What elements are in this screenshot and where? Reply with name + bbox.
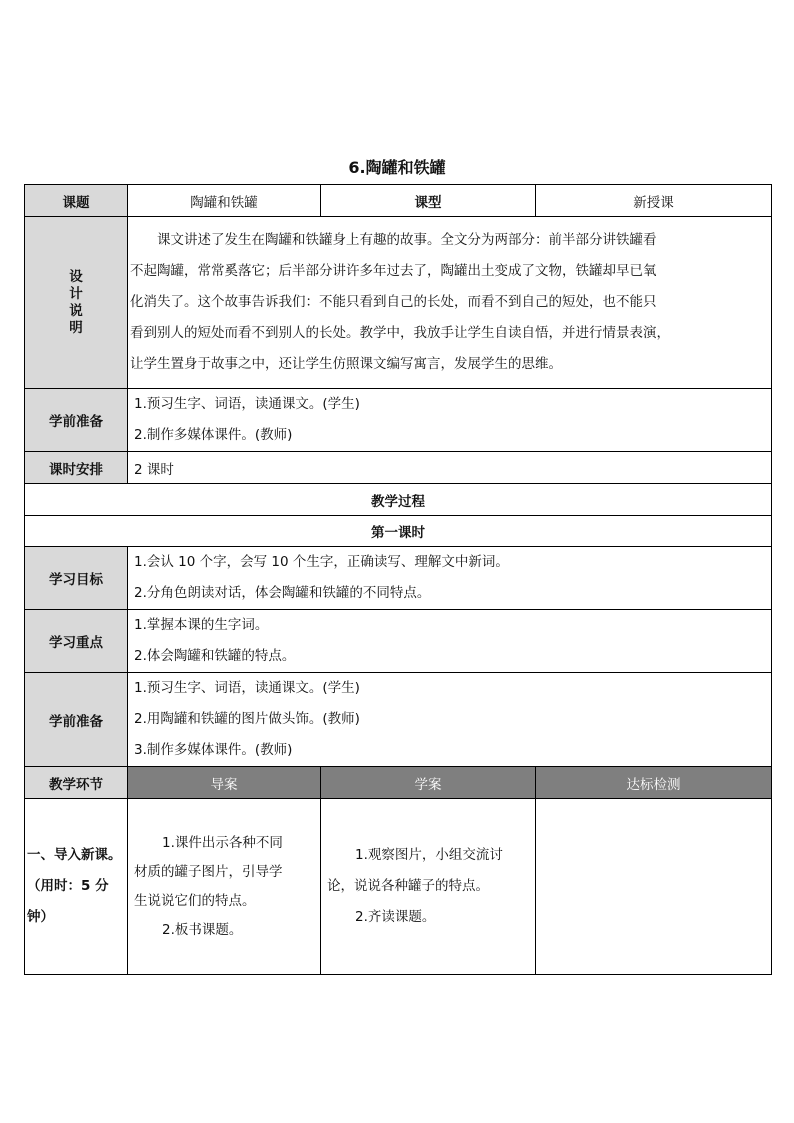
step1-study-line: 1.观察图片，小组交流讨 bbox=[355, 847, 503, 863]
step1-guide-line: 1.课件出示各种不同 bbox=[162, 834, 283, 851]
row-steps-header bbox=[25, 767, 772, 799]
prep1-item: 1.预习生字、词语，读通课文。(学生) bbox=[134, 396, 360, 412]
step1-study-line: 2.齐读课题。 bbox=[355, 909, 436, 925]
steps-label: 教学环节 bbox=[25, 767, 128, 799]
goals-label: 学习目标 bbox=[25, 547, 128, 610]
prep1-label: 学前准备 bbox=[25, 389, 128, 452]
check-header: 达标检测 bbox=[536, 767, 772, 799]
row-step-1 bbox=[25, 799, 772, 975]
course-type-label: 课型 bbox=[321, 185, 536, 217]
step1-stage bbox=[25, 799, 128, 975]
prep2-item: 3.制作多媒体课件。(教师) bbox=[134, 742, 293, 758]
row-course bbox=[25, 185, 772, 217]
design-text bbox=[128, 217, 772, 389]
design-line: 看到别人的短处而看不到别人的长处。教学中，我放手让学生自读自悟，并进行情景表演， bbox=[130, 325, 670, 341]
row-lesson-title bbox=[25, 516, 772, 547]
goal-item: 2.分角色朗读对话，体会陶罐和铁罐的不同特点。 bbox=[134, 585, 431, 601]
step1-guide-line: 生说说它们的特点。 bbox=[134, 892, 256, 909]
row-process-title bbox=[25, 484, 772, 516]
focus-item: 2.体会陶罐和铁罐的特点。 bbox=[134, 648, 296, 664]
design-label-char: 计 bbox=[69, 285, 83, 302]
guide-header: 导案 bbox=[128, 767, 321, 799]
step1-guide bbox=[128, 799, 321, 975]
prep2-label: 学前准备 bbox=[25, 673, 128, 767]
course-label: 课题 bbox=[25, 185, 128, 217]
design-label-char: 明 bbox=[69, 319, 83, 336]
row-focus bbox=[25, 610, 772, 673]
goals-items bbox=[128, 547, 772, 610]
design-line: 化消失了。这个故事告诉我们：不能只看到自己的长处，而看不到自己的短处，也不能只 bbox=[130, 294, 657, 310]
step1-study-line: 论，说说各种罐子的特点。 bbox=[327, 878, 489, 894]
step1-stage-line: 钟） bbox=[27, 909, 54, 925]
course-value: 陶罐和铁罐 bbox=[128, 185, 321, 217]
prep1-items bbox=[128, 389, 772, 452]
step1-guide-line: 材质的罐子图片，引导学 bbox=[134, 863, 283, 880]
design-label-char: 设 bbox=[69, 268, 83, 285]
focus-label: 学习重点 bbox=[25, 610, 128, 673]
hours-value: 2 课时 bbox=[128, 452, 772, 484]
lesson-title: 第一课时 bbox=[25, 516, 772, 547]
focus-item: 1.掌握本课的生字词。 bbox=[134, 617, 269, 633]
goal-item: 1.会认 10 个字，会写 10 个生字，正确读写、理解文中新词。 bbox=[134, 554, 509, 570]
course-type-value: 新授课 bbox=[536, 185, 772, 217]
lesson-plan-table bbox=[24, 184, 772, 975]
hours-label: 课时安排 bbox=[25, 452, 128, 484]
document-title: 6.陶罐和铁罐 bbox=[348, 158, 446, 177]
prep2-item: 2.用陶罐和铁罐的图片做头饰。(教师) bbox=[134, 711, 360, 727]
row-prep-1 bbox=[25, 389, 772, 452]
step1-stage-line: 一、导入新课。 bbox=[27, 847, 122, 863]
step1-study bbox=[321, 799, 536, 975]
study-header: 学案 bbox=[321, 767, 536, 799]
focus-items bbox=[128, 610, 772, 673]
row-hours bbox=[25, 452, 772, 484]
design-line: 课文讲述了发生在陶罐和铁罐身上有趣的故事。全文分为两部分：前半部分讲铁罐看 bbox=[157, 232, 657, 248]
design-label bbox=[25, 217, 128, 389]
step1-check bbox=[536, 799, 772, 975]
prep2-items bbox=[128, 673, 772, 767]
prep1-item: 2.制作多媒体课件。(教师) bbox=[134, 427, 293, 443]
prep2-item: 1.预习生字、词语，读通课文。(学生) bbox=[134, 680, 360, 696]
row-prep-2 bbox=[25, 673, 772, 767]
row-design bbox=[25, 217, 772, 389]
design-label-char: 说 bbox=[69, 302, 83, 319]
step1-guide-line: 2.板书课题。 bbox=[162, 921, 243, 938]
process-title: 教学过程 bbox=[25, 484, 772, 516]
step1-stage-line: （用时：5 分 bbox=[27, 878, 109, 894]
row-goals bbox=[25, 547, 772, 610]
design-line: 让学生置身于故事之中，还让学生仿照课文编写寓言，发展学生的思维。 bbox=[130, 356, 562, 372]
design-line: 不起陶罐，常常奚落它；后半部分讲许多年过去了，陶罐出土变成了文物，铁罐却早已氧 bbox=[130, 263, 657, 279]
